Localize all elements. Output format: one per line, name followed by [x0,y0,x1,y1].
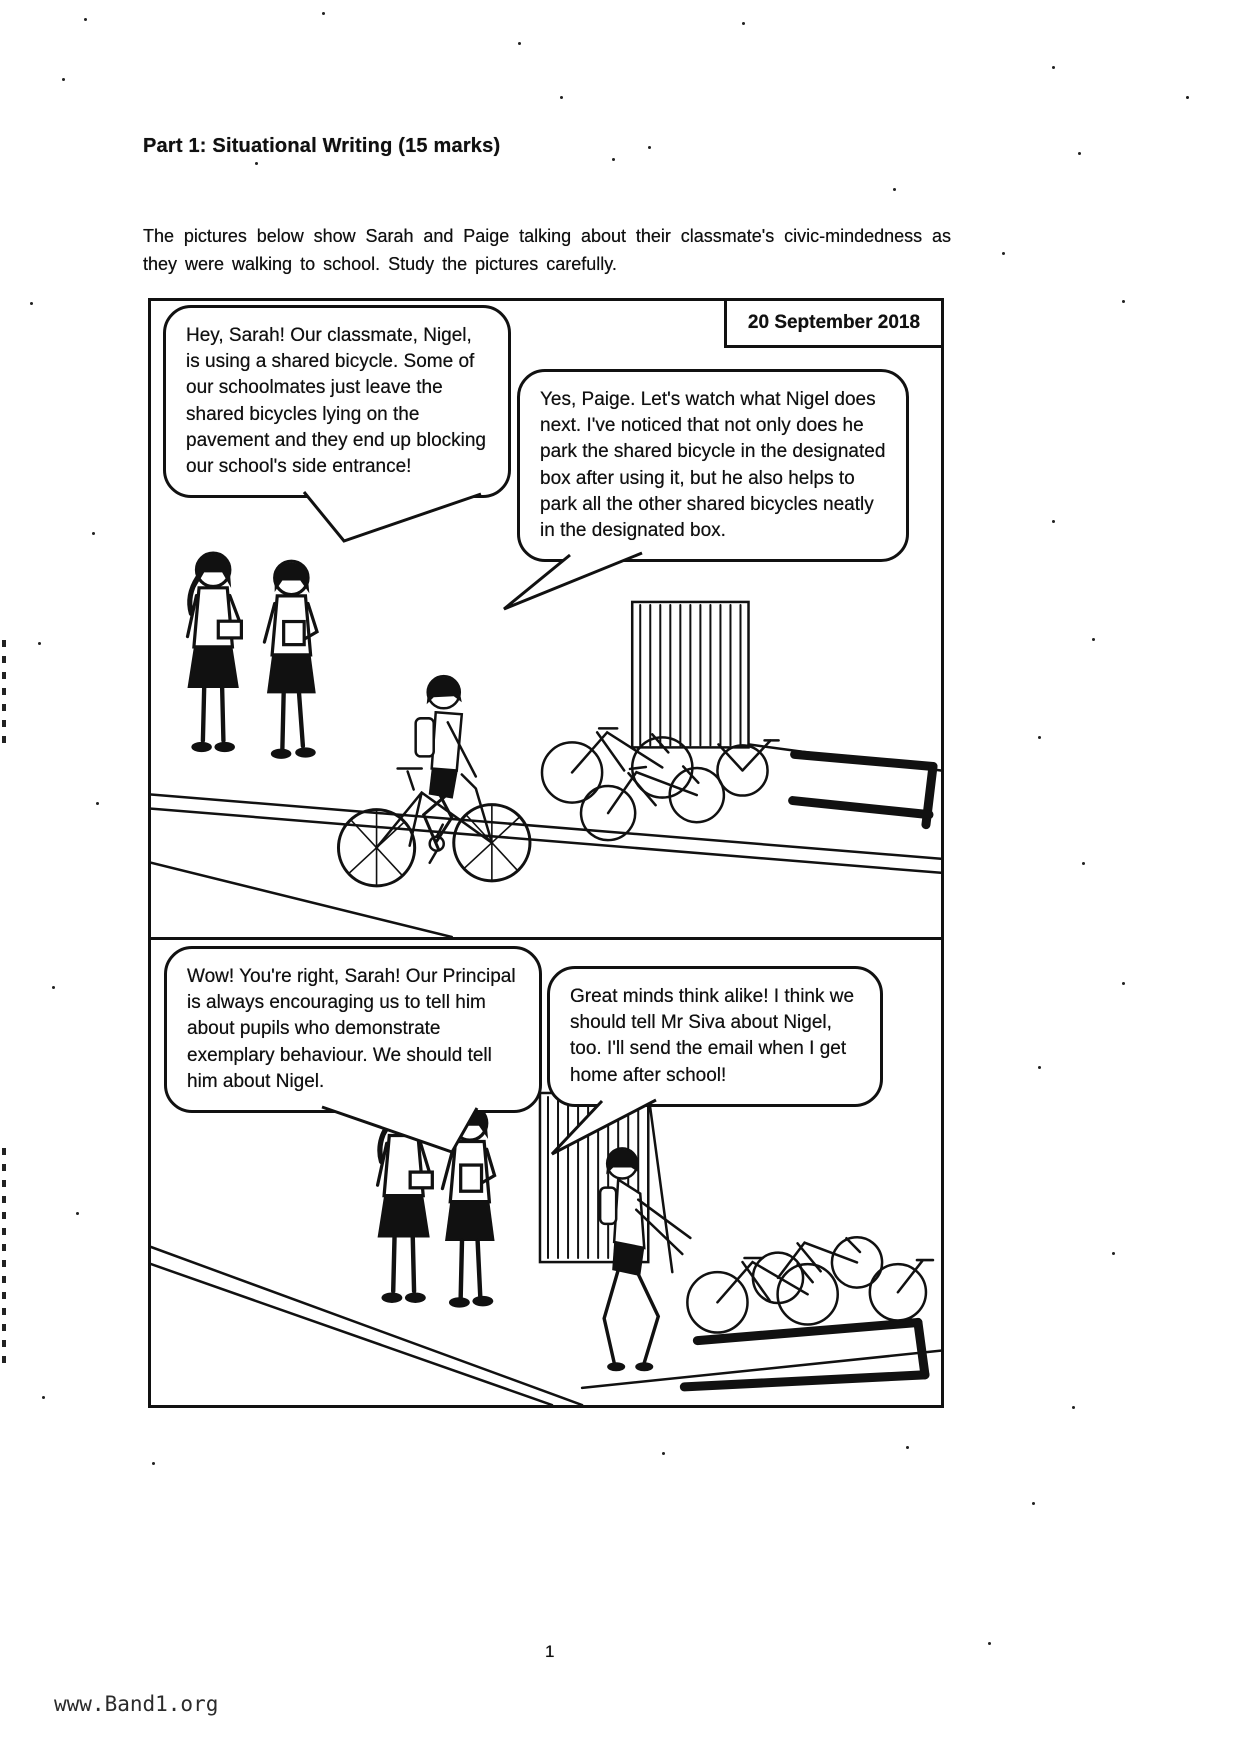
designated-box-marking [793,754,933,824]
boy-parking-bicycle [600,1148,690,1371]
speech-bubble-4 [547,966,883,1107]
instructions-paragraph: The pictures below show Sarah and Paige talking about their classmate's civic-mindedness as they were walking to school. Study the pictures carefully. [143,226,951,274]
page-number: 1 [545,1642,555,1661]
speech-tail [286,489,496,545]
schoolgirls-walking [187,553,317,759]
speech-bubble-1 [163,305,511,498]
date-box: 20 September 2018 [724,301,941,348]
speech-bubble-4-text: Great minds think alike! I think we should tell Mr Siva about Nigel, too. I'll send the email when I get home after school! [570,986,855,1086]
speech-bubble-2 [517,369,909,562]
binding-mark [2,640,6,750]
binding-mark [2,1148,6,1363]
section-title: Part 1: Situational Writing (15 marks) [143,135,501,158]
bicycles-being-parked [687,1235,933,1333]
speech-tail [492,549,662,615]
boy-on-bicycle [338,676,529,886]
speech-bubble-3 [164,946,542,1113]
comic-frame [148,298,944,1408]
speech-tail [536,1096,696,1160]
comic-panel-1 [151,301,941,940]
scan-noise-speckles [0,0,3,3]
school-gate [632,602,941,771]
comic-panel-2 [151,940,941,1405]
speech-bubble-1-text: Hey, Sarah! Our classmate, Nigel, is using a shared bicycle. Some of our schoolmates just leave the shared bicycles lying on the pavement and they end up blocking our school's side entrance! [186,325,486,478]
speech-tail [297,1104,497,1156]
watermark-url: www.Band1.org [54,1692,219,1716]
speech-bubble-3-text: Wow! You're right, Sarah! Our Principal is always encouraging us to tell him about pupils who demonstrate exemplary behaviour. We should tell him about Nigel. [187,966,516,1092]
speech-bubble-2-text: Yes, Paige. Let's watch what Nigel does next. I've noticed that not only does he park the shared bicycle in the designated box after using it, but he also helps to park all the other shared bicycles neatly in the designated box. [540,389,886,542]
pavement-lines [151,795,941,937]
